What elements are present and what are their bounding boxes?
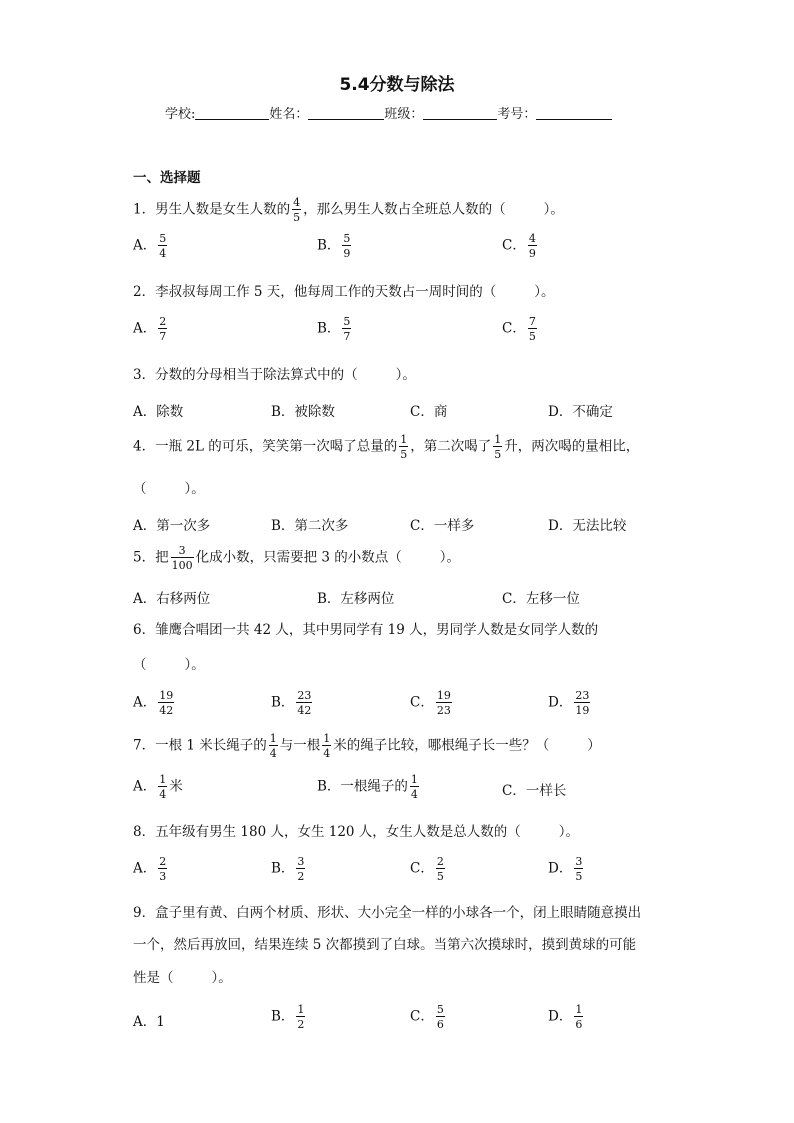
option-d[interactable]: D．无法比较 bbox=[548, 518, 627, 534]
option-c[interactable]: C． $\frac{4}{9}$ bbox=[502, 232, 536, 260]
question-2: 2．李叔叔每周工作 5 天，他每周工作的天数占一周时间的（ ）。 bbox=[133, 284, 555, 300]
question-text: 米的绳子比较，哪根绳子长一些？（ bbox=[333, 737, 550, 754]
option-a[interactable]: A． $\frac{2}{3}$ bbox=[133, 855, 167, 883]
fraction: $\frac{3}{5}$ bbox=[575, 855, 583, 883]
school-blank[interactable] bbox=[195, 105, 269, 120]
option-a[interactable]: A． $\frac{5}{4}$ bbox=[133, 232, 167, 260]
number-blank[interactable] bbox=[536, 105, 612, 120]
option-d[interactable]: D． $\frac{23}{19}$ bbox=[548, 689, 590, 717]
question-text: 男生人数是女生人数的 bbox=[155, 201, 291, 218]
fraction: $\frac{2}{7}$ bbox=[159, 315, 167, 343]
option-c[interactable]: C．左移一位 bbox=[502, 591, 580, 607]
option-a[interactable]: A．右移两位 bbox=[133, 591, 211, 607]
option-c[interactable]: C． $\frac{19}{23}$ bbox=[410, 689, 451, 717]
fraction: $\frac{3}{2}$ bbox=[297, 855, 305, 883]
name-blank[interactable] bbox=[308, 105, 384, 120]
fraction: $\frac{1}{4}$ bbox=[323, 732, 331, 760]
option-c[interactable]: C．一样多 bbox=[410, 518, 475, 534]
fraction: $\frac{5}{7}$ bbox=[343, 315, 351, 343]
option-d[interactable]: D． $\frac{3}{5}$ bbox=[548, 855, 583, 883]
question-9-line-3: 性是（ ）。 bbox=[133, 970, 232, 986]
option-c[interactable]: C．一样长 bbox=[502, 783, 567, 799]
option-c[interactable]: C． $\frac{5}{6}$ bbox=[410, 1003, 444, 1031]
question-text: 盒子里有黄、白两个材质、形状、大小完全一样的小球各一个，闭上眼睛随意摸出 bbox=[155, 905, 642, 921]
question-text: ）。 bbox=[543, 201, 564, 218]
fraction: $\frac{4}{9}$ bbox=[528, 232, 536, 260]
fraction: $\frac{19}{23}$ bbox=[436, 689, 451, 717]
fraction: $\frac{23}{19}$ bbox=[575, 689, 590, 717]
question-3: 3．分数的分母相当于除法算式中的（ ）。 bbox=[133, 367, 416, 383]
question-6: 6．雏鹰合唱团一共 42 人，其中男同学有 19 人，男同学人数是女同学人数的 bbox=[133, 622, 599, 638]
school-label: 学校: bbox=[165, 107, 196, 122]
option-c[interactable]: C． $\frac{7}{5}$ bbox=[502, 315, 536, 343]
option-a[interactable]: A．1 bbox=[133, 1014, 165, 1030]
fraction: $\frac{1}{4}$ bbox=[159, 773, 167, 801]
fraction: $\frac{19}{42}$ bbox=[159, 689, 174, 717]
fraction: $\frac{1}{6}$ bbox=[575, 1003, 583, 1031]
option-d[interactable]: D．不确定 bbox=[548, 404, 613, 420]
question-8: 8．五年级有男生 180 人，女生 120 人，女生人数是总人数的（ ）。 bbox=[133, 824, 580, 840]
option-b[interactable]: B． $\frac{5}{9}$ bbox=[317, 232, 351, 260]
fraction: $\frac{2}{5}$ bbox=[436, 855, 444, 883]
class-blank[interactable] bbox=[423, 105, 497, 120]
question-text: 李叔叔每周工作 5 天，他每周工作的天数占一周时间的（ bbox=[155, 284, 497, 300]
fraction: $\frac{23}{42}$ bbox=[297, 689, 312, 717]
question-number: 1． bbox=[133, 201, 156, 218]
fraction: $\frac{3}{100}$ bbox=[171, 544, 193, 572]
fraction: $\frac{1}{5}$ bbox=[494, 433, 502, 461]
option-a[interactable]: A． $\frac{2}{7}$ bbox=[133, 315, 167, 343]
option-a[interactable]: A． $\frac{19}{42}$ bbox=[133, 689, 174, 717]
question-text: 化成小数，只需要把 3 的小数点（ bbox=[195, 549, 402, 566]
option-a[interactable]: A．第一次多 bbox=[133, 518, 211, 534]
fraction: $\frac{4}{5}$ bbox=[293, 196, 301, 224]
option-a[interactable]: A． $\frac{1}{4}$ 米 bbox=[133, 773, 183, 801]
question-9: 9．盒子里有黄、白两个材质、形状、大小完全一样的小球各一个，闭上眼睛随意摸出 bbox=[133, 905, 642, 921]
fraction: $\frac{2}{3}$ bbox=[159, 855, 167, 883]
fraction: $\frac{5}{9}$ bbox=[343, 232, 351, 260]
option-b[interactable]: B．一根绳子的 $\frac{1}{4}$ bbox=[317, 773, 418, 801]
question-text: 一瓶 2L 的可乐，笑笑第一次喝了总量的 bbox=[155, 438, 398, 455]
question-7: 7．一根 1 米长绳子的 $\frac{1}{4}$ 与一根 $\frac{1}{4}$ 米的绳子比较，哪根绳子长一些？（ ） bbox=[133, 732, 601, 760]
option-b[interactable]: B． $\frac{1}{2}$ bbox=[271, 1003, 305, 1031]
option-b[interactable]: B．第二次多 bbox=[271, 518, 349, 534]
option-a[interactable]: A．除数 bbox=[133, 404, 184, 420]
option-b[interactable]: B．左移两位 bbox=[317, 591, 395, 607]
question-4: 4．一瓶 2L 的可乐，笑笑第一次喝了总量的 $\frac{1}{5}$ ，第二次喝了 $\frac{1}{5}$ 升，两次喝的量相比， bbox=[133, 433, 640, 461]
option-b[interactable]: B． $\frac{23}{42}$ bbox=[271, 689, 312, 717]
fraction: $\frac{1}{2}$ bbox=[297, 1003, 305, 1031]
section-title: 一、选择题 bbox=[133, 170, 201, 186]
fraction: $\frac{1}{5}$ bbox=[400, 433, 408, 461]
page-title: 5.4分数与除法 bbox=[339, 75, 455, 95]
question-4-line-2: （ ）。 bbox=[133, 481, 205, 497]
fraction: $\frac{7}{5}$ bbox=[528, 315, 536, 343]
number-label: 考号： bbox=[497, 107, 537, 122]
question-text: 分数的分母相当于除法算式中的（ bbox=[155, 367, 358, 383]
option-c[interactable]: C． $\frac{2}{5}$ bbox=[410, 855, 444, 883]
question-text: ，那么男生人数占全班总人数的（ bbox=[303, 201, 506, 218]
fraction: $\frac{5}{6}$ bbox=[436, 1003, 444, 1031]
question-text: 雏鹰合唱团一共 42 人，其中男同学有 19 人，男同学人数是女同学人数的 bbox=[155, 622, 599, 638]
fraction: $\frac{5}{4}$ bbox=[159, 232, 167, 260]
question-9-line-2: 一个，然后再放回，结果连续 5 次都摸到了白球。当第六次摸球时，摸到黄球的可能 bbox=[133, 937, 637, 953]
option-b[interactable]: B．被除数 bbox=[271, 404, 335, 420]
fraction: $\frac{1}{4}$ bbox=[269, 732, 277, 760]
question-5: 5．把 $\frac{3}{100}$ 化成小数，只需要把 3 的小数点（ ）。 bbox=[133, 544, 461, 572]
option-b[interactable]: B． $\frac{5}{7}$ bbox=[317, 315, 351, 343]
question-1 bbox=[133, 197, 564, 223]
option-d[interactable]: D． $\frac{1}{6}$ bbox=[548, 1003, 583, 1031]
class-label: 班级： bbox=[384, 107, 424, 122]
name-label: 姓名： bbox=[269, 107, 309, 122]
question-text: 五年级有男生 180 人，女生 120 人，女生人数是总人数的（ bbox=[155, 824, 521, 840]
student-info-line bbox=[165, 103, 612, 122]
fraction: $\frac{1}{4}$ bbox=[410, 773, 418, 801]
option-b[interactable]: B． $\frac{3}{2}$ bbox=[271, 855, 305, 883]
option-c[interactable]: C．商 bbox=[410, 404, 448, 420]
question-6-line-2: （ ）。 bbox=[133, 657, 205, 673]
